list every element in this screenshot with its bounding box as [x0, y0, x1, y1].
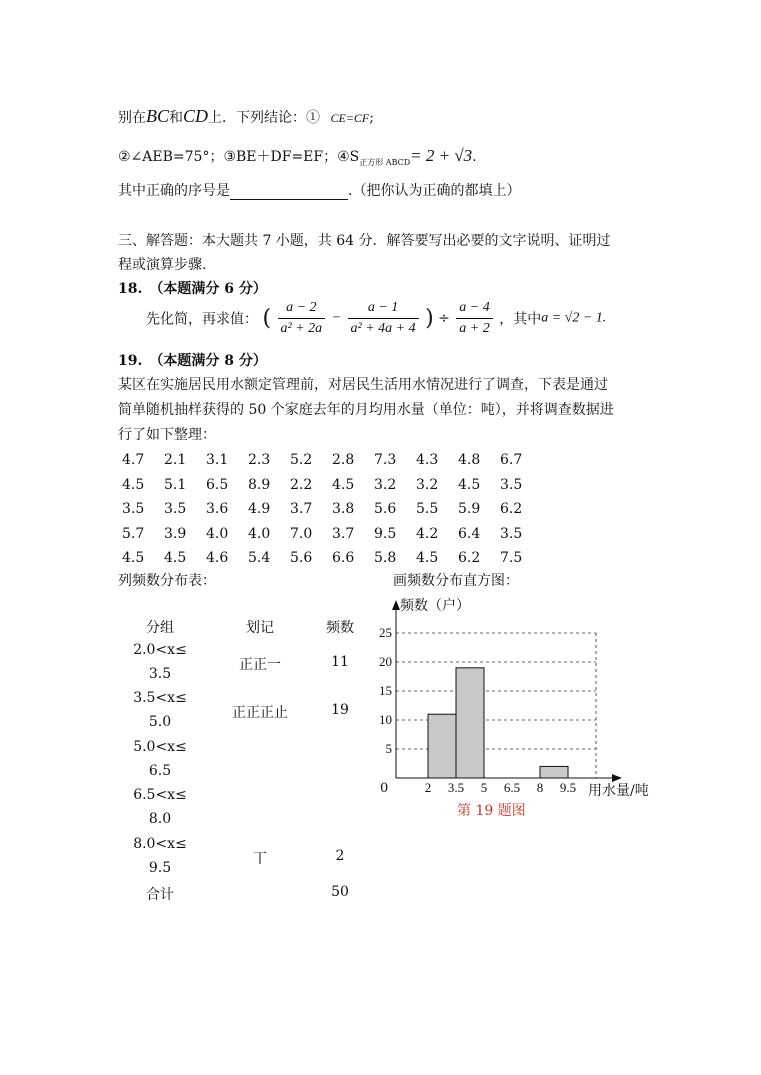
frequency-value: 11 — [331, 654, 349, 670]
table-header-frequency: 频数 — [326, 620, 354, 636]
histogram-bar — [540, 766, 568, 778]
group-end: 3.5 — [148, 666, 172, 682]
x-tick-label: 3.5 — [447, 780, 465, 795]
q19-paragraph-3: 行了如下整理： — [118, 427, 216, 443]
y-axis-arrow — [392, 600, 400, 610]
bar-layer — [428, 668, 568, 778]
section3-line2: 程或演算步骤. — [118, 257, 207, 273]
data-row: 3.5 3.5 3.6 4.9 3.7 3.8 5.6 5.5 5.9 6.2 — [122, 501, 523, 517]
table-caption: 列频数分布表： — [118, 573, 216, 589]
group-end: 5.0 — [148, 714, 172, 730]
frequency-value: 2 — [335, 848, 345, 864]
segment-bc: BC — [146, 106, 170, 126]
group-end: 8.0 — [148, 811, 172, 827]
group-end: 6.5 — [148, 763, 172, 779]
tally-mark: 正正一 — [239, 657, 281, 673]
x-tick-label: 6.5 — [503, 780, 521, 795]
histogram-chart — [360, 592, 660, 828]
group-start: 6.5<x≤ — [133, 787, 187, 803]
group-end: 9.5 — [148, 860, 172, 876]
y-tick-label: 10 — [379, 712, 392, 727]
data-block — [122, 448, 542, 571]
histogram-bar — [456, 668, 484, 778]
x-tick-label: 9.5 — [559, 780, 577, 795]
q17-line3: 其中正确的序号是 .（把你认为正确的都填上） — [118, 183, 521, 199]
x-tick-label: 8 — [536, 780, 544, 795]
q19-paragraph-2: 简单随机抽样获得的 50 个家庭去年的月均用水量（单位：吨），并将调查数据进 — [118, 402, 614, 418]
q18-title: 18. （本题满分 6 分） — [118, 281, 267, 297]
section3-line1: 三、解答题：本大题共 7 小题，共 64 分．解答要写出必要的文字说明、证明过 — [118, 233, 611, 249]
fraction-2: $\frac{a - 1}{\text{a² + 4a + 4}}$ — [348, 298, 419, 339]
a-value: a = √2 − 1. — [541, 310, 607, 326]
q19-paragraph-1: 某区在实施居民用水额定管理前，对居民生活用水情况进行了调查，下表是通过 — [118, 377, 608, 393]
group-start: 5.0<x≤ — [133, 739, 187, 755]
group-start: 8.0<x≤ — [133, 836, 187, 852]
y-tick-label: 20 — [379, 654, 392, 669]
segment-cd: CD — [183, 106, 209, 126]
q17-line1: 别在BC和CD上．下列结论：① CE=CF; — [118, 106, 374, 126]
conclusion-2: ②∠AEB=75° — [118, 149, 210, 165]
x-tick-label: 5 — [480, 780, 488, 795]
histogram-bar — [428, 714, 456, 778]
x-tick-label: 2 — [424, 780, 432, 795]
area-value: = 2 + √3 — [410, 146, 473, 165]
q17-line2: ②∠AEB=75°；③BE＋DF=EF；$④S_{正方形 ABCD}= 2 + √3$. — [118, 146, 477, 167]
histogram-caption: 画频数分布直方图： — [393, 573, 519, 589]
data-row: 4.5 4.5 4.6 5.4 5.6 6.6 5.8 4.5 6.2 7.5 — [122, 550, 523, 566]
tally-mark: 丅 — [253, 851, 267, 867]
figure-caption: 第 19 题图 — [457, 803, 526, 819]
data-row: 5.7 3.9 4.0 4.0 7.0 3.7 9.5 4.2 6.4 3.5 — [122, 525, 523, 542]
x-axis-label: 用水量/吨 — [588, 783, 649, 799]
table-total-label: 合计 — [146, 887, 174, 903]
table-header-tally: 划记 — [246, 620, 274, 636]
area-subscript: 正方形 ABCD — [359, 157, 411, 167]
y-tick-label: 15 — [379, 683, 392, 698]
y-tick-label: 5 — [385, 741, 392, 756]
x-axis-arrow — [612, 774, 622, 782]
answer-blank[interactable] — [230, 185, 348, 200]
table-header-group: 分组 — [146, 620, 174, 636]
y-tick-label: 25 — [379, 625, 392, 640]
q18-expression: 先化简，再求值： ( $\frac{a - 2}{\text{a² + 2a}}$ − $\frac{a - 1}{\text{a² + 4a + 4}}$ ) ÷ $\frac{a - 4}{a + 2}$ ，其中a = √2 − 1. — [146, 298, 606, 339]
data-row: 4.5 5.1 6.5 8.9 2.2 4.5 3.2 3.2 4.5 3.5 — [122, 476, 523, 493]
tally-mark: 正正正止 — [232, 705, 288, 721]
fraction-3: $\frac{a - 4}{a + 2}$ — [456, 298, 492, 339]
conclusion-1: CE=CF — [330, 111, 370, 125]
frequency-value: 19 — [331, 702, 349, 718]
q19-title: 19. （本题满分 8 分） — [118, 353, 267, 369]
fraction-1: $\frac{a - 2}{\text{a² + 2a}}$ — [278, 298, 326, 339]
group-start: 3.5<x≤ — [133, 690, 187, 706]
y-axis-label: 频数（户） — [400, 598, 470, 614]
group-start: 2.0<x≤ — [133, 642, 187, 658]
origin-label: 0 — [380, 781, 389, 796]
grid-layer — [396, 633, 596, 778]
data-row: 4.7 2.1 3.1 2.3 5.2 2.8 7.3 4.3 4.8 6.7 — [122, 452, 523, 468]
table-total-value: 50 — [331, 884, 349, 900]
